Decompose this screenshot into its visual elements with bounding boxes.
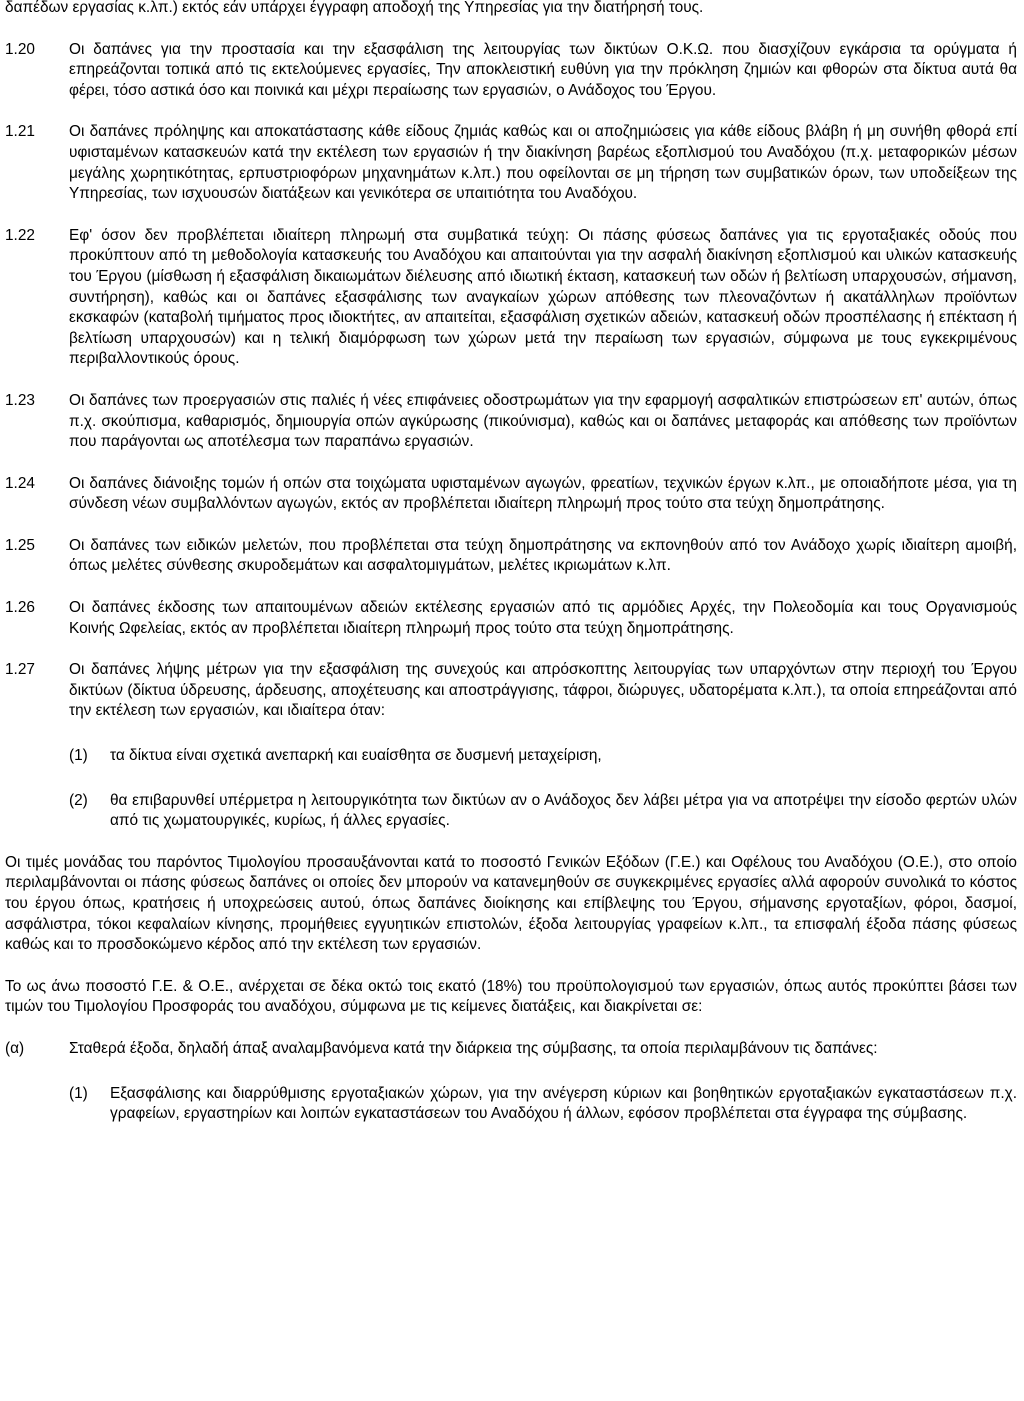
clause-1-24 <box>5 474 1017 515</box>
clause-number: 1.23 <box>5 391 35 409</box>
clause-text: Οι δαπάνες των ειδικών μελετών, που προβλέπεται στα τεύχη δημοπράτησης να εκπονηθούν από τον Ανάδοχο χωρίς ιδιαίτερη αμοιβή, όπως μελέτες σύνθεσης σκυροδεμάτων και ασφαλτομιγμάτων, μελέτες ικριωμάτων κ.λπ. <box>69 536 1017 575</box>
clause-number: 1.24 <box>5 474 35 492</box>
section-text: Σταθερά έξοδα, δηλαδή άπαξ αναλαμβανόμενα κατά την διάρκεια της σύμβασης, τα οποία περιλαμβάνουν τις δαπάνες: <box>69 1039 878 1057</box>
item-text: θα επιβαρυνθεί υπέρμετρα η λειτουργικότητα των δικτύων αν ο Ανάδοχος δεν λάβει μέτρα για να αποτρέψει την είσοδο φερτών υλών από τις χωματουργικές, κυρίως, ή άλλες εργασίες. <box>110 791 1017 830</box>
clause-number: 1.22 <box>5 226 35 244</box>
item-number: (1) <box>69 1084 88 1102</box>
clause-text: Οι δαπάνες για την προστασία και την εξασφάλιση της λειτουργίας των δικτύων Ο.Κ.Ω. που διασχίζουν εγκάρσια τα ορύγματα ή επηρεάζονται τοπικά από τις εκτελούμενες εργασίες, Την αποκλειστική ευθύνη για την πρόκληση ζημιών και φθορών στα δίκτυα αυτά θα φέρει, τόσο αστικά όσο και ποινικά και μέχρι περαίωσης των εργασιών, ο Ανάδοχος του Έργου. <box>69 40 1017 99</box>
clause-1-20 <box>5 40 1017 102</box>
clause-text: Οι δαπάνες πρόληψης και αποκατάστασης κάθε είδους ζημιάς καθώς και οι αποζημιώσεις για κάθε είδους βλάβη ή μη συνήθη φθορά επί υφισταμένων κατασκευών κατά την εκτέλεση των εργασιών ή την διακίνηση βαρέως εξοπλισμού του Αναδόχου (π.χ. μεταφορικών μέσων μεγάλης χωρητικότητας, ερπυστριοφόρων μηχανημάτων κ.λπ.) που οφείλονται σε μη τήρηση των συμβατικών όρων, των υποδείξεων της Υπηρεσίας, των ισχυουσών διατάξεων και γενικότερα σε υπαιτιότητα του Αναδόχου. <box>69 123 1017 203</box>
clause-1-21 <box>5 122 1017 204</box>
clause-1-22 <box>5 226 1017 370</box>
intro-text: δαπέδων εργασίας κ.λπ.) εκτός εάν υπάρχει έγγραφη αποδοχή της Υπηρεσίας για την διατήρησή τους. <box>5 0 704 16</box>
clause-1-25 <box>5 536 1017 577</box>
clause-1-27 <box>5 660 1017 722</box>
clause-1-27-item-2 <box>5 791 1017 832</box>
clause-1-23 <box>5 391 1017 453</box>
item-text: τα δίκτυα είναι σχετικά ανεπαρκή και ευαίσθητα σε δυσμενή μεταχείριση, <box>110 747 602 765</box>
clause-text: Οι δαπάνες των προεργασιών στις παλιές ή νέες επιφάνειες οδοστρωμάτων για την εφαρμογή ασφαλτικών επιστρώσεων επ' αυτών, όπως π.χ. σκούπισμα, καθαρισμός, δημιουργία οπών αγκύρωσης (πικούνισμα), καθώς και οι δαπάνες μεταφοράς και απόθεσης των προϊόντων που παράγονται ως αποτέλεσμα των παραπάνω εργασιών. <box>69 391 1017 451</box>
section-a-item-1 <box>5 1084 1017 1125</box>
percentage-paragraph: Το ως άνω ποσοστό Γ.Ε. & Ο.Ε., ανέρχεται σε δέκα οκτώ τοις εκατό (18%) του προϋπολογισμού των εργασιών, όπως αυτός προκύπτει βάσει των τιμών του Τιμολογίου Προσφοράς του αναδόχου, σύμφωνα με τις κείμενες διατάξεις, και διακρίνεται σε: <box>5 977 1017 1016</box>
clause-number: 1.20 <box>5 40 35 58</box>
item-text: Εξασφάλισης και διαρρύθμισης εργοταξιακών χώρων, για την ανέγερση κύριων και βοηθητικών εργοταξιακών εγκαταστάσεων π.χ. γραφείων, εργαστηρίων και λοιπών εγκαταστάσεων του Αναδόχου ή άλλων, εφόσον προβλέπεται στα έγγραφα της σύμβασης. <box>110 1084 1017 1123</box>
clause-1-26 <box>5 598 1017 639</box>
clause-text: Εφ' όσον δεν προβλέπεται ιδιαίτερη πληρωμή στα συμβατικά τεύχη: Οι πάσης φύσεως δαπάνες για τις εργοταξιακές οδούς που προκύπτουν από τη μεθοδολογία κατασκευής του Αναδόχου και απαιτούνται για την ασφαλή διακίνηση εξοπλισμού και υλικών κατασκευής του Έργου (μίσθωση ή εξασφάλιση δικαιωμάτων διέλευσης από ιδιωτική έκταση, κατασκευή των οδών ή βελτίωση υπαρχουσών, σήμανση, συντήρηση), καθώς και οι δαπάνες εξασφάλισης των αναγκαίων χώρων απόθεσης των πλεοναζόντων ή ακατάλληλων προϊόντων εκσκαφών (καταβολή τιμήματος προς ιδιοκτήτες, αν απαιτείται, εξασφάλιση σχετικών αδειών, κατασκευή οδών προσπέλασης ή επέκταση ή βελτίωση υπαρχουσών) και η τελική διαμόρφωση των χώρων μετά την περαίωση των εργασιών, σύμφωνα με τους εγκεκριμένους περιβαλλοντικούς όρους. <box>69 226 1017 368</box>
clause-text: Οι δαπάνες έκδοσης των απαιτουμένων αδειών εκτέλεσης εργασιών από τις αρμόδιες Αρχές, την Πολεοδομία και τους Οργανισμούς Κοινής Ωφελείας, εκτός αν προβλέπεται ιδιαίτερη πληρωμή προς τούτο στα τεύχη δημοπράτησης. <box>69 599 1017 637</box>
section-number: (α) <box>5 1039 25 1057</box>
clause-1-27-item-1 <box>5 746 1017 767</box>
document-page <box>5 0 1017 1125</box>
clause-text: Οι δαπάνες λήψης μέτρων για την εξασφάλιση της συνεχούς και απρόσκοπτης λειτουργίας των υπαρχόντων στην περιοχή του Έργου δικτύων (δίκτυα ύδρευσης, άρδευσης, αποχέτευσης και αποστράγγισης, τάφροι, διώρυγες, υδατορέματα κ.λπ.), τα οποία επηρεάζονται από την εκτέλεση των εργασιών, και ιδιαίτερα όταν: <box>69 661 1017 720</box>
section-a <box>5 1039 1017 1060</box>
clause-number: 1.26 <box>5 599 35 617</box>
clause-number: 1.21 <box>5 123 35 141</box>
item-number: (2) <box>69 791 88 809</box>
item-number: (1) <box>69 747 88 765</box>
clause-number: 1.27 <box>5 661 35 679</box>
overhead-paragraph: Οι τιμές μονάδας του παρόντος Τιμολογίου προσαυξάνονται κατά το ποσοστό Γενικών Εξόδων (Γ.Ε.) και Οφέλους του Αναδόχου (Ο.Ε.), στο οποίο περιλαμβάνονται οι πάσης φύσεως δαπάνες οι οποίες δεν μπορούν να κατανεμηθούν σε συγκεκριμένες εργασίες αλλά αφορούν συνολικά το κόστος του έργου όπως, κρατήσεις ή υποχρεώσεις αυτού, όπως δαπάνες διοίκησης και επίβλεψης του Έργου, σήμανσης εργοταξίων, φόροι, δασμοί, ασφάλιστρα, τόκοι κεφαλαίων κίνησης, προμήθειες εγγυητικών επιστολών, έξοδα λειτουργίας γραφείων κ.λπ., τα επισφαλή έξοδα πάσης φύσεως καθώς και το προσδοκώμενο κέρδος από την εκτέλεση των εργασιών. <box>5 853 1017 954</box>
clause-text: Οι δαπάνες διάνοιξης τομών ή οπών στα τοιχώματα υφισταμένων αγωγών, φρεατίων, τεχνικών έργων κ.λπ., με οποιαδήποτε μέσα, για τη σύνδεση νέων συμβαλλόντων αγωγών, εκτός αν προβλέπεται ιδιαίτερη πληρωμή προς τούτο στα τεύχη δημοπράτησης. <box>69 474 1017 513</box>
clause-number: 1.25 <box>5 536 35 554</box>
